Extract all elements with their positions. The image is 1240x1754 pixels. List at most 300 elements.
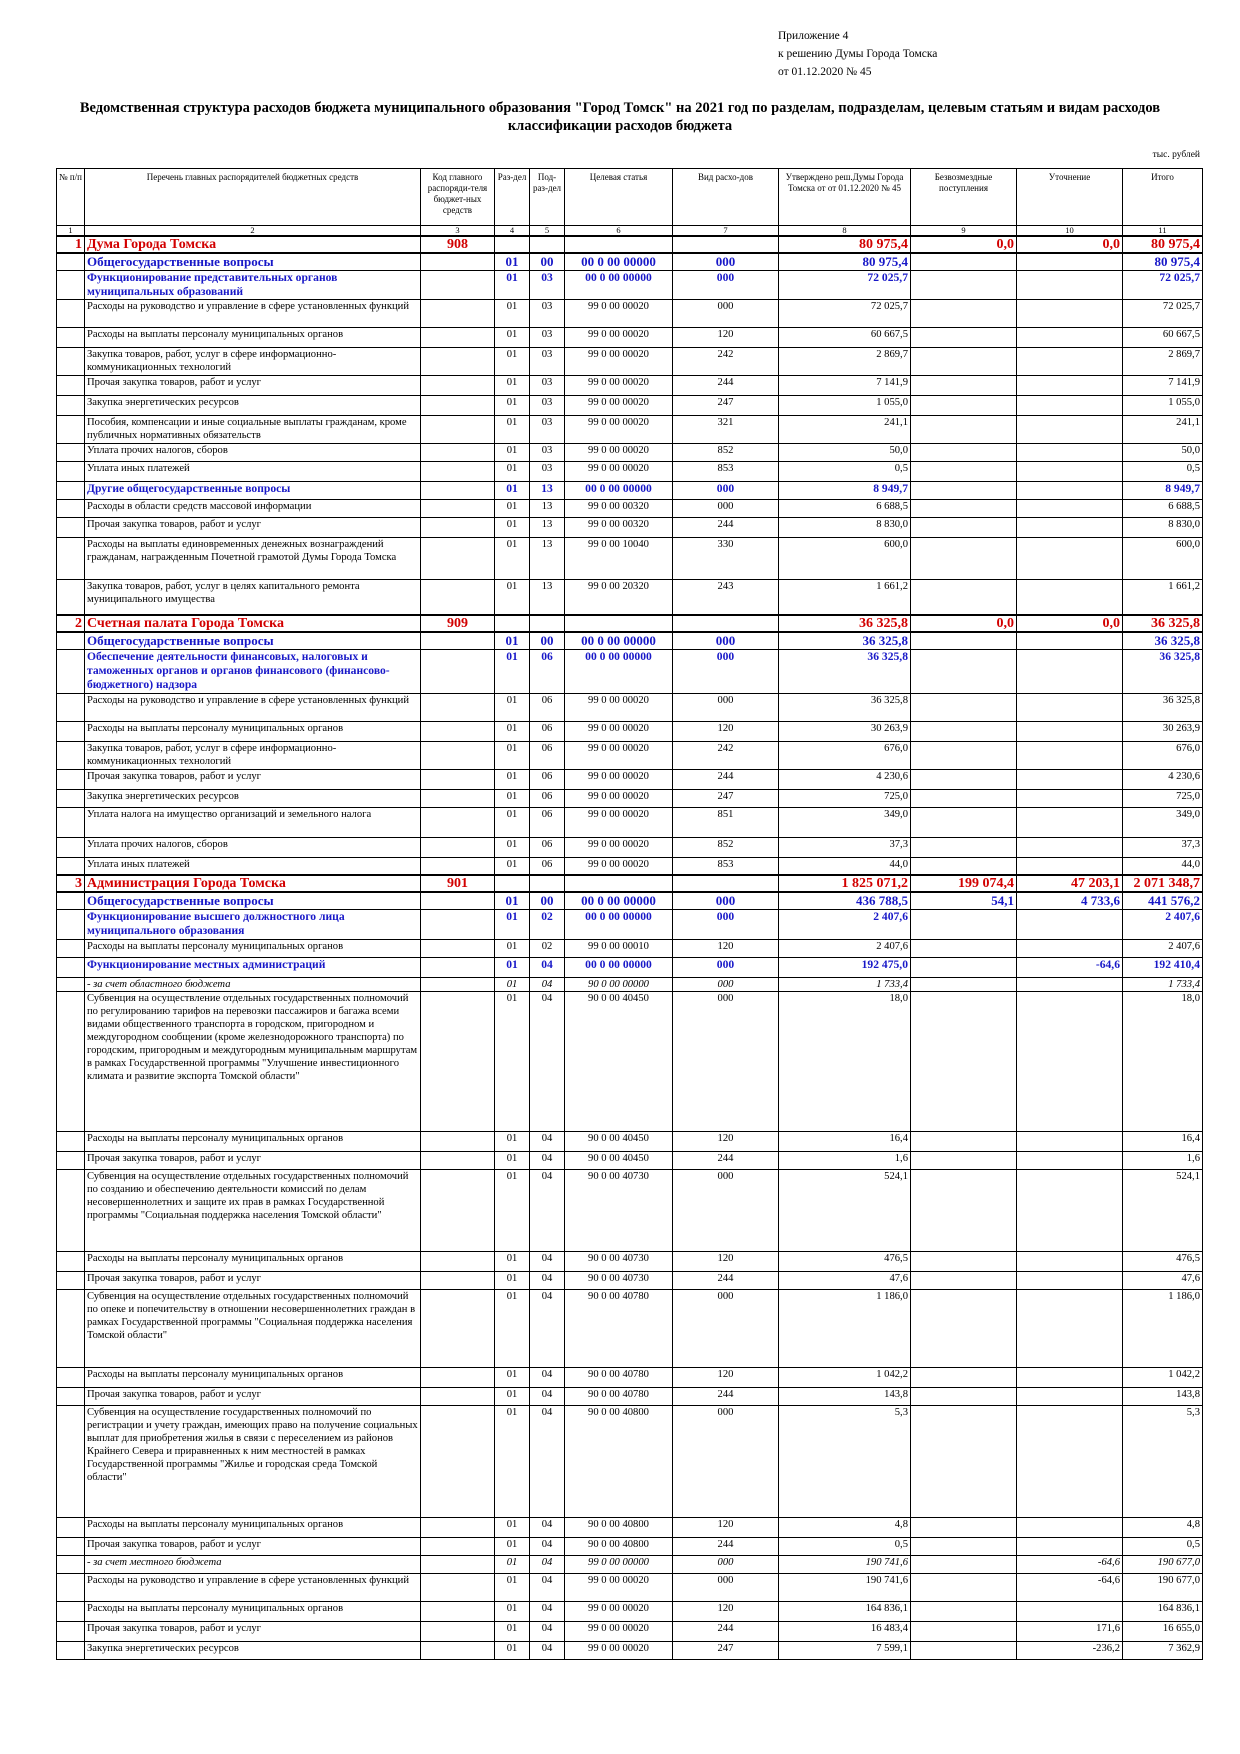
- grbs-code: [421, 1387, 495, 1405]
- approved-amount: 0,5: [779, 1537, 911, 1555]
- section-code: 01: [495, 1537, 530, 1555]
- approved-amount: 2 407,6: [779, 909, 911, 939]
- approved-amount: 8 830,0: [779, 517, 911, 537]
- grants-amount: [911, 1405, 1017, 1517]
- total-amount: 2 869,7: [1123, 347, 1203, 375]
- expense-type-code: 120: [673, 1131, 779, 1151]
- adjustment-amount: [1017, 649, 1123, 693]
- table-row: [57, 1289, 1203, 1367]
- section-code: 01: [495, 957, 530, 977]
- expense-type-code: [673, 875, 779, 892]
- expense-type-code: 244: [673, 1537, 779, 1555]
- adjustment-amount: [1017, 789, 1123, 807]
- approved-amount: 436 788,5: [779, 892, 911, 909]
- table-row: [57, 991, 1203, 1131]
- adjustment-amount: -64,6: [1017, 1573, 1123, 1601]
- item-name: Обеспечение деятельности финансовых, налоговых и таможенных органов и органов финансового (финансово-бюджетного) надзора: [85, 649, 421, 693]
- approved-amount: 36 325,8: [779, 649, 911, 693]
- target-item-code: 00 0 00 00000: [565, 649, 673, 693]
- total-amount: 1 042,2: [1123, 1367, 1203, 1387]
- table-row: [57, 1517, 1203, 1537]
- total-amount: 143,8: [1123, 1387, 1203, 1405]
- target-item-code: 99 0 00 00020: [565, 693, 673, 721]
- grbs-code: [421, 977, 495, 991]
- grbs-code: [421, 253, 495, 270]
- subsection-code: 04: [530, 1405, 565, 1517]
- expense-type-code: 247: [673, 789, 779, 807]
- table-row: [57, 443, 1203, 461]
- subsection-code: 04: [530, 1271, 565, 1289]
- approved-amount: 36 325,8: [779, 615, 911, 632]
- grbs-code: [421, 1621, 495, 1641]
- table-row: [57, 1271, 1203, 1289]
- item-name: Расходы на выплаты персоналу муниципальных органов: [85, 327, 421, 347]
- approved-amount: 600,0: [779, 537, 911, 579]
- adjustment-amount: 47 203,1: [1017, 875, 1123, 892]
- adjustment-amount: [1017, 1405, 1123, 1517]
- item-name: Уплата налога на имущество организаций и земельного налога: [85, 807, 421, 837]
- approved-amount: 37,3: [779, 837, 911, 857]
- approved-amount: 1 055,0: [779, 395, 911, 415]
- expense-type-code: 000: [673, 499, 779, 517]
- item-name: Функционирование представительных органов муниципальных образований: [85, 270, 421, 299]
- grants-amount: [911, 857, 1017, 875]
- grbs-code: [421, 991, 495, 1131]
- adjustment-amount: [1017, 1169, 1123, 1251]
- expense-type-code: 120: [673, 721, 779, 741]
- section-code: 01: [495, 769, 530, 789]
- section-code: 01: [495, 1641, 530, 1659]
- section-code: 01: [495, 857, 530, 875]
- expense-type-code: 247: [673, 1641, 779, 1659]
- approved-amount: 476,5: [779, 1251, 911, 1271]
- section-code: 01: [495, 461, 530, 481]
- grants-amount: [911, 375, 1017, 395]
- grbs-code: [421, 537, 495, 579]
- table-row: [57, 579, 1203, 615]
- grants-amount: [911, 1251, 1017, 1271]
- section-code: 01: [495, 632, 530, 649]
- grbs-code: [421, 347, 495, 375]
- subsection-code: 06: [530, 807, 565, 837]
- subsection-code: 13: [530, 579, 565, 615]
- grants-amount: [911, 741, 1017, 769]
- total-amount: 80 975,4: [1123, 253, 1203, 270]
- table-row: [57, 499, 1203, 517]
- total-amount: 30 263,9: [1123, 721, 1203, 741]
- subsection-code: 03: [530, 299, 565, 327]
- section-code: 01: [495, 415, 530, 443]
- section-code: 01: [495, 443, 530, 461]
- grbs-code: [421, 270, 495, 299]
- approved-amount: 0,5: [779, 461, 911, 481]
- expense-type-code: 330: [673, 537, 779, 579]
- header-cell: Безвозмездные поступления: [911, 169, 1017, 226]
- header-cell: Вид расхо-дов: [673, 169, 779, 226]
- total-amount: 5,3: [1123, 1405, 1203, 1517]
- adjustment-amount: [1017, 1151, 1123, 1169]
- subsection-code: 04: [530, 1641, 565, 1659]
- adjustment-amount: [1017, 299, 1123, 327]
- subsection-code: 13: [530, 499, 565, 517]
- subsection-code: 13: [530, 481, 565, 499]
- grants-amount: [911, 499, 1017, 517]
- approved-amount: 164 836,1: [779, 1601, 911, 1621]
- grbs-code: [421, 1405, 495, 1517]
- row-number: [57, 579, 85, 615]
- item-name: Расходы на выплаты единовременных денежных вознаграждений гражданам, награжденным Почетной грамотой Думы Города Томска: [85, 537, 421, 579]
- row-number: [57, 499, 85, 517]
- expense-type-code: 000: [673, 632, 779, 649]
- item-name: Расходы на выплаты персоналу муниципальных органов: [85, 1367, 421, 1387]
- grants-amount: [911, 1573, 1017, 1601]
- grants-amount: [911, 537, 1017, 579]
- row-number: [57, 395, 85, 415]
- subsection-code: 00: [530, 253, 565, 270]
- adjustment-amount: [1017, 395, 1123, 415]
- target-item-code: 99 0 00 20320: [565, 579, 673, 615]
- target-item-code: 99 0 00 00020: [565, 741, 673, 769]
- total-amount: 190 677,0: [1123, 1555, 1203, 1573]
- row-number: [57, 1405, 85, 1517]
- adjustment-amount: [1017, 415, 1123, 443]
- section-code: 01: [495, 892, 530, 909]
- grants-amount: [911, 395, 1017, 415]
- approved-amount: 30 263,9: [779, 721, 911, 741]
- expense-type-code: 000: [673, 1573, 779, 1601]
- item-name: Дума Города Томска: [85, 236, 421, 253]
- subsection-code: 06: [530, 857, 565, 875]
- section-code: 01: [495, 1289, 530, 1367]
- expense-type-code: 244: [673, 769, 779, 789]
- section-code: 01: [495, 1367, 530, 1387]
- item-name: Уплата иных платежей: [85, 461, 421, 481]
- row-number: [57, 721, 85, 741]
- document-title: Ведомственная структура расходов бюджета муниципального образования "Город Томск" на 2021 год по разделам, подразделам, целевым статьям и видам расходов классификации расходов бюджета: [79, 100, 1161, 134]
- section-code: 01: [495, 1169, 530, 1251]
- row-number: [57, 1573, 85, 1601]
- row-number: [57, 892, 85, 909]
- column-number: 8: [779, 226, 911, 237]
- item-name: Функционирование местных администраций: [85, 957, 421, 977]
- row-number: [57, 1387, 85, 1405]
- row-number: [57, 1131, 85, 1151]
- expense-type-code: [673, 236, 779, 253]
- header-cell: Итого: [1123, 169, 1203, 226]
- row-number: [57, 415, 85, 443]
- subsection-code: 04: [530, 1367, 565, 1387]
- expense-type-code: 321: [673, 415, 779, 443]
- subsection-code: 04: [530, 991, 565, 1131]
- row-number: 1: [57, 236, 85, 253]
- table-row: [57, 857, 1203, 875]
- expense-type-code: 244: [673, 375, 779, 395]
- grbs-code: [421, 1271, 495, 1289]
- table-row: [57, 693, 1203, 721]
- header-cell: Утверждено реш.Думы Города Томска от от 01.12.2020 № 45: [779, 169, 911, 226]
- total-amount: 164 836,1: [1123, 1601, 1203, 1621]
- adjustment-amount: [1017, 327, 1123, 347]
- table-row: [57, 253, 1203, 270]
- section-code: 01: [495, 1555, 530, 1573]
- total-amount: 1 661,2: [1123, 579, 1203, 615]
- subsection-code: 03: [530, 395, 565, 415]
- subsection-code: [530, 875, 565, 892]
- total-amount: 725,0: [1123, 789, 1203, 807]
- table-row: [57, 741, 1203, 769]
- column-number: 11: [1123, 226, 1203, 237]
- subsection-code: [530, 615, 565, 632]
- adjustment-amount: [1017, 537, 1123, 579]
- table-row: [57, 481, 1203, 499]
- row-number: [57, 741, 85, 769]
- table-row: [57, 721, 1203, 741]
- total-amount: 36 325,8: [1123, 693, 1203, 721]
- table-header-row: [57, 169, 1203, 226]
- column-number: 2: [85, 226, 421, 237]
- subsection-code: 04: [530, 957, 565, 977]
- total-amount: 4,8: [1123, 1517, 1203, 1537]
- approved-amount: 36 325,8: [779, 632, 911, 649]
- expense-type-code: 000: [673, 892, 779, 909]
- adjustment-amount: [1017, 517, 1123, 537]
- row-number: [57, 977, 85, 991]
- section-code: 01: [495, 721, 530, 741]
- adjustment-amount: [1017, 1537, 1123, 1555]
- expense-type-code: 853: [673, 857, 779, 875]
- grants-amount: [911, 769, 1017, 789]
- target-item-code: 99 0 00 00320: [565, 499, 673, 517]
- adjustment-amount: [1017, 253, 1123, 270]
- table-row: [57, 1251, 1203, 1271]
- column-number: 10: [1017, 226, 1123, 237]
- section-code: [495, 875, 530, 892]
- row-number: [57, 632, 85, 649]
- grbs-code: [421, 1289, 495, 1367]
- expense-type-code: 244: [673, 1387, 779, 1405]
- row-number: [57, 649, 85, 693]
- grbs-code: [421, 789, 495, 807]
- expense-type-code: 000: [673, 481, 779, 499]
- section-code: 01: [495, 579, 530, 615]
- section-code: 01: [495, 741, 530, 769]
- item-name: Пособия, компенсации и иные социальные выплаты гражданам, кроме публичных нормативных обязательств: [85, 415, 421, 443]
- target-item-code: 90 0 00 40800: [565, 1517, 673, 1537]
- table-row: [57, 789, 1203, 807]
- table-row: [57, 909, 1203, 939]
- expense-type-code: 000: [673, 253, 779, 270]
- adjustment-amount: [1017, 721, 1123, 741]
- item-name: Закупка энергетических ресурсов: [85, 1641, 421, 1659]
- total-amount: 16,4: [1123, 1131, 1203, 1151]
- approved-amount: 2 407,6: [779, 939, 911, 957]
- section-code: 01: [495, 693, 530, 721]
- target-item-code: 00 0 00 00000: [565, 632, 673, 649]
- adjustment-amount: [1017, 347, 1123, 375]
- row-number: [57, 991, 85, 1131]
- table-row: [57, 632, 1203, 649]
- approved-amount: 16 483,4: [779, 1621, 911, 1641]
- target-item-code: 90 0 00 40780: [565, 1289, 673, 1367]
- subsection-code: 06: [530, 837, 565, 857]
- section-code: 01: [495, 537, 530, 579]
- target-item-code: 99 0 00 00020: [565, 415, 673, 443]
- adjustment-amount: [1017, 1601, 1123, 1621]
- row-number: [57, 1251, 85, 1271]
- adjustment-amount: [1017, 375, 1123, 395]
- total-amount: 7 141,9: [1123, 375, 1203, 395]
- target-item-code: 99 0 00 00020: [565, 395, 673, 415]
- item-name: Общегосударственные вопросы: [85, 632, 421, 649]
- row-number: [57, 693, 85, 721]
- total-amount: 1 733,4: [1123, 977, 1203, 991]
- item-name: Уплата прочих налогов, сборов: [85, 443, 421, 461]
- grants-amount: [911, 1537, 1017, 1555]
- target-item-code: [565, 875, 673, 892]
- subsection-code: 02: [530, 909, 565, 939]
- item-name: Расходы на руководство и управление в сфере установленных функций: [85, 299, 421, 327]
- grbs-code: [421, 395, 495, 415]
- total-amount: 0,5: [1123, 461, 1203, 481]
- grbs-code: [421, 1555, 495, 1573]
- grbs-code: [421, 415, 495, 443]
- total-amount: 1 055,0: [1123, 395, 1203, 415]
- row-number: [57, 461, 85, 481]
- grants-amount: 199 074,4: [911, 875, 1017, 892]
- item-name: Расходы на выплаты персоналу муниципальных органов: [85, 939, 421, 957]
- grants-amount: [911, 721, 1017, 741]
- expense-type-code: 000: [673, 299, 779, 327]
- target-item-code: 99 0 00 00020: [565, 807, 673, 837]
- adjustment-amount: [1017, 461, 1123, 481]
- target-item-code: 99 0 00 00000: [565, 1555, 673, 1573]
- approved-amount: 190 741,6: [779, 1555, 911, 1573]
- target-item-code: 90 0 00 40730: [565, 1251, 673, 1271]
- header-cell: Уточнение: [1017, 169, 1123, 226]
- subsection-code: 00: [530, 892, 565, 909]
- adjustment-amount: [1017, 693, 1123, 721]
- item-name: Закупка энергетических ресурсов: [85, 789, 421, 807]
- section-code: 01: [495, 395, 530, 415]
- approved-amount: 1 042,2: [779, 1367, 911, 1387]
- section-code: 01: [495, 837, 530, 857]
- adjustment-amount: [1017, 741, 1123, 769]
- table-row: [57, 1537, 1203, 1555]
- grants-amount: [911, 517, 1017, 537]
- section-code: 01: [495, 481, 530, 499]
- column-number: 9: [911, 226, 1017, 237]
- adjustment-amount: [1017, 1517, 1123, 1537]
- section-code: 01: [495, 649, 530, 693]
- approved-amount: 80 975,4: [779, 236, 911, 253]
- grbs-code: [421, 461, 495, 481]
- adjustment-amount: -64,6: [1017, 1555, 1123, 1573]
- grants-amount: [911, 807, 1017, 837]
- section-code: 01: [495, 1573, 530, 1601]
- grants-amount: [911, 347, 1017, 375]
- target-item-code: 99 0 00 00020: [565, 857, 673, 875]
- subsection-code: 04: [530, 1289, 565, 1367]
- adjustment-amount: [1017, 837, 1123, 857]
- column-number: 4: [495, 226, 530, 237]
- item-name: Прочая закупка товаров, работ и услуг: [85, 375, 421, 395]
- total-amount: 241,1: [1123, 415, 1203, 443]
- item-name: Закупка энергетических ресурсов: [85, 395, 421, 415]
- expense-type-code: 000: [673, 909, 779, 939]
- subsection-code: 04: [530, 1131, 565, 1151]
- adjustment-amount: [1017, 807, 1123, 837]
- item-name: Администрация Города Томска: [85, 875, 421, 892]
- item-name: Прочая закупка товаров, работ и услуг: [85, 1387, 421, 1405]
- approved-amount: 36 325,8: [779, 693, 911, 721]
- target-item-code: 99 0 00 00020: [565, 769, 673, 789]
- total-amount: 676,0: [1123, 741, 1203, 769]
- expense-type-code: [673, 615, 779, 632]
- total-amount: 192 410,4: [1123, 957, 1203, 977]
- approved-amount: 7 141,9: [779, 375, 911, 395]
- total-amount: 50,0: [1123, 443, 1203, 461]
- subsection-code: 00: [530, 632, 565, 649]
- grants-amount: [911, 1517, 1017, 1537]
- row-number: [57, 481, 85, 499]
- total-amount: 2 407,6: [1123, 939, 1203, 957]
- target-item-code: 90 0 00 40450: [565, 1151, 673, 1169]
- expense-type-code: 244: [673, 517, 779, 537]
- subsection-code: 03: [530, 347, 565, 375]
- expense-type-code: 000: [673, 649, 779, 693]
- adjustment-amount: [1017, 481, 1123, 499]
- section-code: 01: [495, 1271, 530, 1289]
- row-number: [57, 957, 85, 977]
- expense-type-code: 243: [673, 579, 779, 615]
- column-number: 1: [57, 226, 85, 237]
- row-number: [57, 807, 85, 837]
- subsection-code: 03: [530, 415, 565, 443]
- total-amount: 60 667,5: [1123, 327, 1203, 347]
- row-number: [57, 1151, 85, 1169]
- item-name: Общегосударственные вопросы: [85, 892, 421, 909]
- total-amount: 36 325,8: [1123, 632, 1203, 649]
- item-name: Функционирование высшего должностного лица муниципального образования: [85, 909, 421, 939]
- subsection-code: 04: [530, 1151, 565, 1169]
- row-number: [57, 1271, 85, 1289]
- item-name: Прочая закупка товаров, работ и услуг: [85, 517, 421, 537]
- subsection-code: 03: [530, 443, 565, 461]
- table-row: [57, 1169, 1203, 1251]
- adjustment-amount: [1017, 499, 1123, 517]
- grbs-code: [421, 721, 495, 741]
- grbs-code: [421, 693, 495, 721]
- grants-amount: [911, 649, 1017, 693]
- adjustment-amount: 171,6: [1017, 1621, 1123, 1641]
- item-name: - за счет областного бюджета: [85, 977, 421, 991]
- subsection-code: 06: [530, 649, 565, 693]
- expense-type-code: 242: [673, 347, 779, 375]
- adjustment-amount: [1017, 939, 1123, 957]
- grants-amount: [911, 1131, 1017, 1151]
- approved-amount: 72 025,7: [779, 270, 911, 299]
- grbs-code: [421, 939, 495, 957]
- grants-amount: [911, 1271, 1017, 1289]
- total-amount: 441 576,2: [1123, 892, 1203, 909]
- expense-type-code: 000: [673, 1555, 779, 1573]
- column-number: 5: [530, 226, 565, 237]
- section-code: 01: [495, 327, 530, 347]
- item-name: Закупка товаров, работ, услуг в сфере информационно-коммуникационных технологий: [85, 347, 421, 375]
- row-number: [57, 857, 85, 875]
- subsection-code: 06: [530, 721, 565, 741]
- subsection-code: 03: [530, 461, 565, 481]
